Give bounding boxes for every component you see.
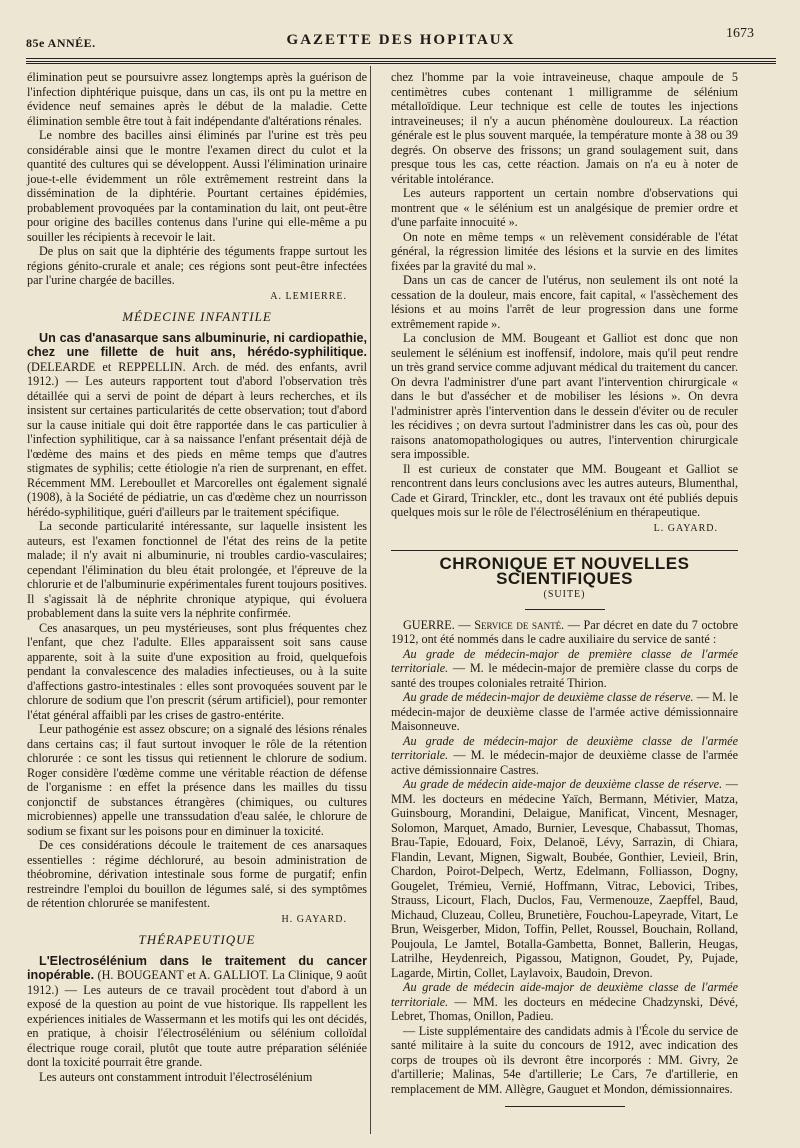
news-text: — M. le médecin-major de première classe du corps de santé des troupes coloniales retraité Thirion.: [391, 661, 738, 690]
news-heading: GUERRE. — Service de santé.: [403, 617, 565, 632]
news-text: — M. le médecin-major de deuxième classe de l'armée active démissionnaire Maisonneuve.: [391, 690, 738, 733]
article-reference: (DELEARDE et REPPELLIN. Arch. de méd. des enfants, avril 1912.) — Les auteurs rapportent tout d'abord l'observation très détaillée qui a servi de point de départ à leurs recherches, et ils insistent sur certaines particularités de cette observation; tout d'abord sur la cause initiale qui doit être rapportée dans le cas particulier à l'infection syphilitique, car à sa naissance l'enfant présentait déjà de l'œdème des mains et des pieds en même temps que d'autres stigmates de syphilis; cette étiologie n'a rien de surprenant, en effet. Récemment MM. Lereboullet et Marcorelles ont également signalé (1908), à la Société de pédiatrie, un cas d'œdème chez un nourrisson hérédo-syphilitique, guéri d'ailleurs par le traitement spécifique.: [27, 359, 367, 519]
news-item: [391, 690, 738, 734]
grade-heading: Au grade de médecin aide-major de deuxième classe de l'armée territoriale.: [391, 980, 738, 1009]
author-signature: A. LEMIERRE.: [270, 290, 347, 302]
page-header: [26, 26, 776, 60]
paragraph: Il est curieux de constater que MM. Bougeant et Galliot se rencontrent dans leurs conclusions avec les autres auteurs, Blumenthal, Cade et Girard, Trinckler, etc., dont les travaux ont été publiés depuis quelques mois sur le rôle de l'électrosélénium en thérapeutique.: [391, 461, 738, 519]
news-item: [391, 980, 738, 1024]
article-reference: (H. BOUGEANT et A. GALLIOT. La Clinique, 9 août 1912.) — Les auteurs de ce travail procèdent tout d'abord à un exposé de la question au point de vue historique. Ils rappellent les expériences initiales de Wassermann et les motifs qui les ont décidés, en pratique, à choisir l'électrosélénium ou sélénium colloïdal électrique rouge corail, plutôt que toute autre préparation séléniée dont la toxicité pourrait être grande.: [27, 968, 367, 1069]
paragraph: Leur pathogénie est assez obscure; on a signalé des lésions rénales dans certains cas; il faut surtout invoquer le rôle de la rétention chlorurée : ce sont les tissus qui retiennent le chlorure de sodium. Roger considère l'œdème comme une véritable réaction de défense de l'organisme : en effet la présence dans les mailles du tissu conjonctif de substances étrangères (chimiques, ou cultures microbiennes) appelle une transsudation d'eau salée, le chlorure de sodium se fixant sur les poisons pour en diminuer la toxicité.: [27, 722, 367, 838]
section-heading: MÉDECINE INFANTILE: [122, 309, 272, 324]
news-text: — Par décret en date du 7 octobre 1912, ont été nommés dans le cadre auxiliaire du service de santé :: [391, 617, 738, 646]
news-item: — Liste supplémentaire des candidats admis à l'École du service de santé militaire à la suite du concours de 1912, avec indication des corps de troupes où ils devront être incorporés : MM. Givry, 2e d'artillerie; Malinas, 54e d'artillerie; Le Cars, 7e d'artillerie, en remplacement de MM. Allègre, Gauguet et Mondon, démissionnaires.: [391, 1023, 738, 1096]
column-divider: [370, 66, 371, 1134]
chronicle-subtitle: (SUITE): [543, 589, 586, 600]
news-item: [391, 647, 738, 691]
journal-title: GAZETTE DES HOPITAUX: [286, 32, 516, 48]
paragraph: On note en même temps « un relèvement considérable de l'état général, la régression limitée des lésions et la survie en des limites fixées par la gravité du mal ».: [391, 229, 738, 273]
right-column: [391, 70, 738, 1107]
grade-heading: Au grade de médecin-major de deuxième classe de réserve.: [403, 690, 694, 704]
article-paragraph: [27, 954, 367, 1070]
paragraph: chez l'homme par la voie intraveineuse, chaque ampoule de 5 centimètres cubes contenant 1 milligramme de sélénium métalloïdique. Leur technique est celle de toutes les injections intraveineuses; il n'y a aucun phénomène douloureux. La réaction générale est le plus souvent marquée, la température monte à 38 ou 39 degrés. On observe des frissons; un grand soulagement suit, dans presque tous les cas, cette réaction. Jamais on n'a eu à noter de véritable intolérance.: [391, 70, 738, 186]
chronicle-header: [391, 550, 738, 610]
paragraph: Dans un cas de cancer de l'utérus, non seulement ils ont noté la cessation de la douleur, mais encore, fait capital, « l'assèchement des lésions et au moins l'arrêt de leur progression dans une forme extrêmement rapide ».: [391, 273, 738, 331]
paragraph: Le nombre des bacilles ainsi éliminés par l'urine est très peu considérable ainsi que le montre l'examen direct du culot et la quantité des cultures qui se développent. Aussi l'élimination urinaire joue-t-elle évidemment un rôle extrêmement restreint dans la dissémination de la diphtérie. Pourtant certaines épidémies, probablement provoquées par la contamination du lait, ont peut-être pour origine des bacilles contenus dans l'urine qui elle-même a pu souiller les récipients à recevoir le lait.: [27, 128, 367, 244]
paragraph: Les auteurs rapportent un certain nombre d'observations qui montrent que « le sélénium est un analgésique de premier ordre et d'une parfaite innocuité ».: [391, 186, 738, 229]
news-text: — M. le médecin-major de deuxième classe de l'armée active démissionnaire Castres.: [391, 748, 738, 777]
end-ornament-rule: [505, 1106, 625, 1107]
author-signature: L. GAYARD.: [653, 522, 718, 534]
year-label: 85e ANNÉE.: [26, 36, 96, 50]
paragraph: De ces considérations découle le traitement de ces anarsaques essentielles : régime déchloruré, au besoin administration de théobromine, dérivation intestinale sous forme de purgatif; enfin restreindre l'emploi du bouillon de légumes salé, si des symptômes de rétention chlorurée se manifestent.: [27, 838, 367, 910]
news-item: [391, 618, 738, 647]
paragraph: élimination peut se poursuivre assez longtemps après la guérison de l'infection diphtérique puisque, dans un cas, ils ont pu la mettre en évidence neuf semaines après le début de la maladie. Cette élimination semble être tout à fait indépendante d'altérations rénales.: [27, 70, 367, 128]
grade-heading: Au grade de médecin aide-major de deuxième classe de réserve.: [403, 777, 723, 791]
article-paragraph: [27, 331, 367, 520]
section-heading: THÉRAPEUTIQUE: [138, 932, 256, 947]
news-text: — MM. les docteurs en médecine Yaïch, Bermann, Métivier, Matza, Guinsbourg, Morandini, Delaigue, Manificat, Vincent, Mesnager, Solomon, Marquet, Amado, Burnier, Levesque, Chabassut, Thomas, Brau-Tapie, Edouard, Foix, Delanoë, Lévy, Sarrazin, di Chiara, Flandin, Levant, Mignen, Sigwalt, Boubée, Gonthier, Levieil, Brin, Chardon, Poirot-Delpech, Wertz, Edelmann, Folliasson, Dogny, Gougelet, Trémieu, Vernié, Hoffmann, Vitrac, Lebovici, Tribes, Strauss, Licourt, Flach, Duclos, Fau, Vermenouze, Zaepffel, Baud, Michaud, Cluzeau, Colleu, Brunetière, Fouchou-Lapeyrade, Vitart, Le Brun, Weisgerber, Midon, Toffin, Pellet, Roussel, Bouchain, Rolland, Poujoula, Le Jamtel, Botalla-Gambetta, Bonnet, Ballerin, Heugas, Latrilhe, Heydenreich, Pigassou, Matignon, Goudet, Py, Pujade, Lagarde, Mirtin, Collet, Laylavoix, Baudoin, Drevon.: [391, 777, 738, 980]
news-item: [391, 777, 738, 980]
paragraph: Ces anasarques, un peu mystérieuses, sont plus fréquentes chez l'enfant, que chez l'adulte. Elles apparaissent soit sans cause apparente, soit à la suite d'une exposition au froid, quelquefois pendant la convalescence des maladies infectieuses, ou à la suite d'affections gastro-intestinales : elles sont provoquées souvent par le chlorure de sodium que l'on prescrit (sérum artificiel), pour remonter l'état général affaibli par les crises de gastro-entérite.: [27, 620, 367, 722]
grade-heading: Au grade de médecin-major de première classe de l'armée territoriale.: [391, 646, 738, 675]
news-item: [391, 734, 738, 778]
page-number: 1673: [726, 26, 754, 41]
news-text: — MM. les docteurs en médecine Chadzynski, Dévé, Lebret, Thomas, Onillon, Padieu.: [391, 994, 738, 1023]
header-rule: [26, 58, 776, 59]
paragraph: De plus on sait que la diphtérie des téguments frappe surtout les régions génito-crurale et anale; ces régions sont peut-être infectées par l'urine chargée de bacilles.: [27, 244, 367, 287]
chronicle-rule: [525, 609, 605, 610]
author-signature: H. GAYARD.: [281, 913, 347, 925]
grade-heading: Au grade de médecin-major de deuxième classe de l'armée territoriale.: [391, 733, 738, 762]
left-column: [27, 70, 367, 1084]
article-title: Un cas d'anasarque sans albuminurie, ni cardiopathie, chez une fillette de huit ans, hérédo-syphilitique.: [27, 330, 367, 359]
chronicle-title: CHRONIQUE ET NOUVELLES SCIENTIFIQUES: [439, 554, 690, 588]
header-double-rule: [26, 61, 776, 64]
paragraph: La conclusion de MM. Bougeant et Galliot est donc que non seulement le sélénium est inoffensif, indolore, mais qu'il peut rendre un très grand service comme adjuvant médical du traitement du cancer. On devra l'administrer d'une part avant l'intervention chirurgicale « dans le but d'assécher et de mobiliser les lésions ». On devra l'administrer après l'intervention dans le dessein d'éviter ou de reculer les récidives ; on devra surtout l'administrer dans les cas où, pour des raisons anatomopathologiques ou autres, l'intervention chirurgicale sera impossible.: [391, 331, 738, 461]
paragraph: La seconde particularité intéressante, sur laquelle insistent les auteurs, est l'examen fonctionnel de l'état des reins de la petite malade; il n'y avait ni albuminurie, ni troubles cardio-vasculaires; cependant l'élimination du bleu était prolongée, et l'épreuve de la chlorurie et de l'albuminurie expérimentales furent toujours positives. Il s'agissait là de néphrite chronique atypique, qui évoluera probablement dans la suite vers la néphrite confirmée.: [27, 519, 367, 620]
article-title: L'Electrosélénium dans le traitement du cancer inopérable.: [27, 953, 367, 982]
paragraph: Les auteurs ont constamment introduit l'électrosélénium: [39, 1069, 313, 1084]
